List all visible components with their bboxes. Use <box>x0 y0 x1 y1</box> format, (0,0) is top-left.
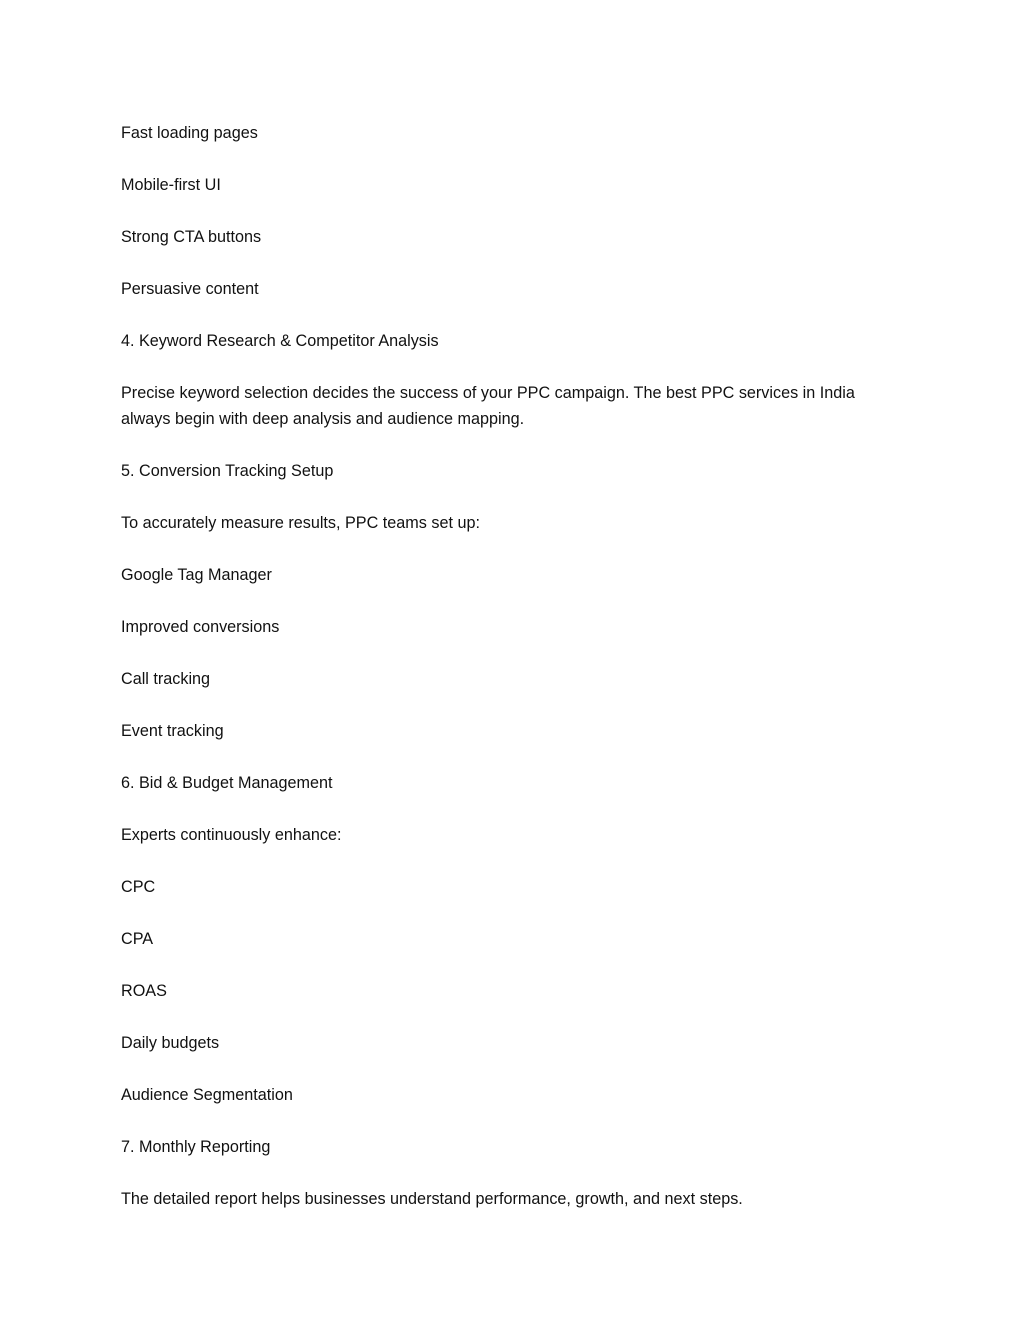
paragraph-experts-enhance: Experts continuously enhance: <box>121 826 342 844</box>
list-item-improved-conversions: Improved conversions <box>121 618 280 636</box>
list-item-roas: ROAS <box>121 982 167 1000</box>
list-item-cpc: CPC <box>121 878 156 896</box>
list-item-mobile-first-ui: Mobile-first UI <box>121 176 221 194</box>
section-heading-conversion-tracking: 5. Conversion Tracking Setup <box>121 462 334 480</box>
section-heading-keyword-research: 4. Keyword Research & Competitor Analysis <box>121 332 439 350</box>
list-item-event-tracking: Event tracking <box>121 722 224 740</box>
list-item-daily-budgets: Daily budgets <box>121 1034 220 1052</box>
document-body <box>121 120 881 1238</box>
list-item-fast-loading-pages: Fast loading pages <box>121 124 258 142</box>
list-item-google-tag-manager: Google Tag Manager <box>121 566 272 584</box>
list-item-call-tracking: Call tracking <box>121 670 211 688</box>
list-item-strong-cta-buttons: Strong CTA buttons <box>121 228 262 246</box>
section-heading-monthly-reporting: 7. Monthly Reporting <box>121 1138 271 1156</box>
list-item-audience-segmentation: Audience Segmentation <box>121 1086 293 1104</box>
list-item-cpa: CPA <box>121 930 154 948</box>
paragraph-detailed-report: The detailed report helps businesses understand performance, growth, and next steps. <box>121 1190 743 1208</box>
paragraph-keyword-selection: Precise keyword selection decides the success of your PPC campaign. The best PPC services in India always begin with deep analysis and audience mapping. <box>121 384 855 428</box>
list-item-persuasive-content: Persuasive content <box>121 280 259 298</box>
paragraph-tracking-intro: To accurately measure results, PPC teams set up: <box>121 514 480 532</box>
section-heading-bid-budget: 6. Bid & Budget Management <box>121 774 333 792</box>
